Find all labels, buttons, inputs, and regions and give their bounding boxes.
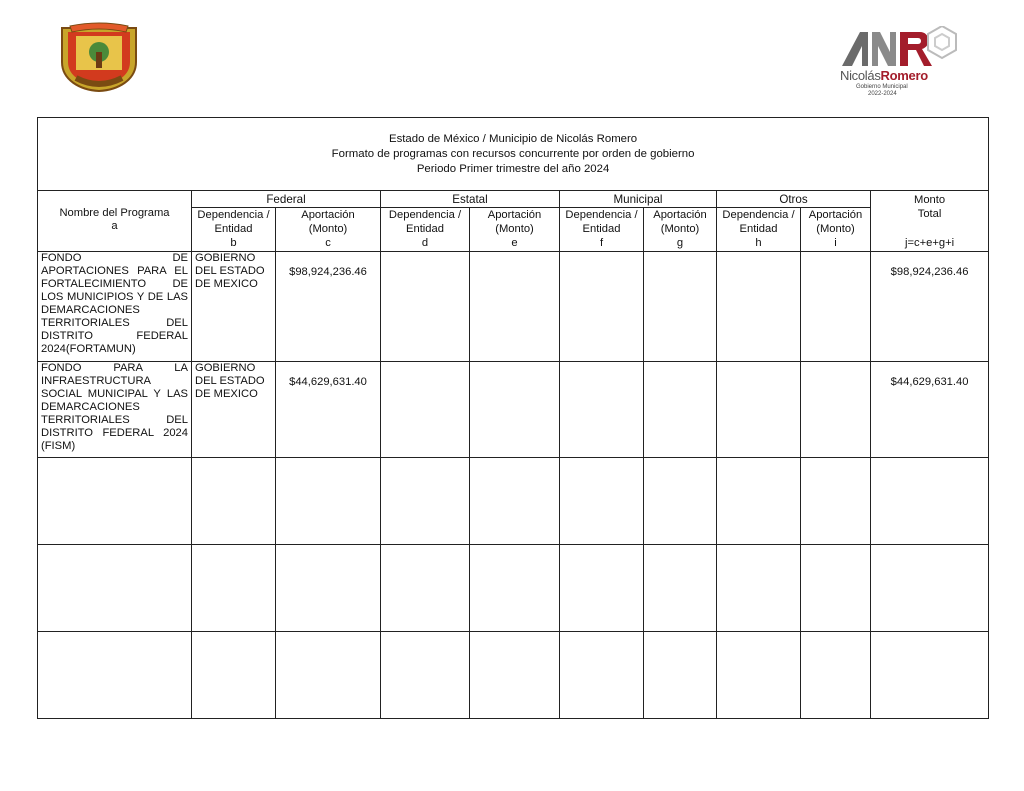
program-name: FONDO PARA LA INFRAESTRUCTURA SOCIAL MUNICIPAL Y LAS DEMARCACIONES TERRITORIALES DEL DISTRITO FEDERAL 2024 (FISM) bbox=[38, 362, 192, 458]
municipal-coat-of-arms-logo bbox=[56, 22, 142, 92]
group-otros: Otros bbox=[717, 191, 871, 208]
table-row bbox=[38, 362, 989, 458]
header-line-2: Formato de programas con recursos concurrente por orden de gobierno bbox=[331, 147, 695, 160]
total-monto: $44,629,631.40 bbox=[871, 362, 989, 458]
group-estatal: Estatal bbox=[381, 191, 560, 208]
logo-subtitle: Gobierno Municipal bbox=[856, 84, 908, 90]
column-program-name: Nombre del Programa a bbox=[38, 191, 192, 252]
logo-period: 2022-2024 bbox=[868, 91, 897, 97]
federal-monto: $98,924,236.46 bbox=[276, 252, 381, 362]
column-estatal-aportacion: Aportación (Monto) e bbox=[470, 208, 560, 252]
column-otros-aportacion: Aportación (Monto) i bbox=[801, 208, 871, 252]
federal-dependencia: GOBIERNO DEL ESTADO DE MEXICO bbox=[192, 362, 276, 458]
empty-row bbox=[38, 545, 989, 632]
document-header bbox=[38, 118, 989, 191]
logo-name: NicolásRomero bbox=[840, 68, 928, 83]
column-estatal-dependencia: Dependencia / Entidad d bbox=[381, 208, 470, 252]
column-municipal-dependencia: Dependencia / Entidad f bbox=[560, 208, 644, 252]
header-line-3: Periodo Primer trimestre del año 2024 bbox=[416, 162, 610, 175]
total-monto: $98,924,236.46 bbox=[871, 252, 989, 362]
empty-row bbox=[38, 632, 989, 719]
table-row bbox=[38, 252, 989, 362]
column-federal-aportacion: Aportación (Monto) c bbox=[276, 208, 381, 252]
nicolas-romero-government-logo bbox=[832, 26, 962, 98]
group-federal: Federal bbox=[192, 191, 381, 208]
federal-monto: $44,629,631.40 bbox=[276, 362, 381, 458]
column-municipal-aportacion: Aportación (Monto) g bbox=[644, 208, 717, 252]
column-otros-dependencia: Dependencia / Entidad h bbox=[717, 208, 801, 252]
concurrent-resources-table bbox=[37, 117, 989, 719]
program-name: FONDO DE APORTACIONES PARA EL FORTALECIMIENTO DE LOS MUNICIPIOS Y DE LAS DEMARCACIONES TERRITORIALES DEL DISTRITO FEDERAL 2024(FORTAMUN) bbox=[38, 252, 192, 362]
federal-dependencia: GOBIERNO DEL ESTADO DE MEXICO bbox=[192, 252, 276, 362]
header-line-1: Estado de México / Municipio de Nicolás Romero bbox=[388, 132, 638, 145]
column-total: Monto Total j=c+e+g+i bbox=[871, 191, 989, 252]
column-federal-dependencia: Dependencia / Entidad b bbox=[192, 208, 276, 252]
group-municipal: Municipal bbox=[560, 191, 717, 208]
empty-row bbox=[38, 458, 989, 545]
